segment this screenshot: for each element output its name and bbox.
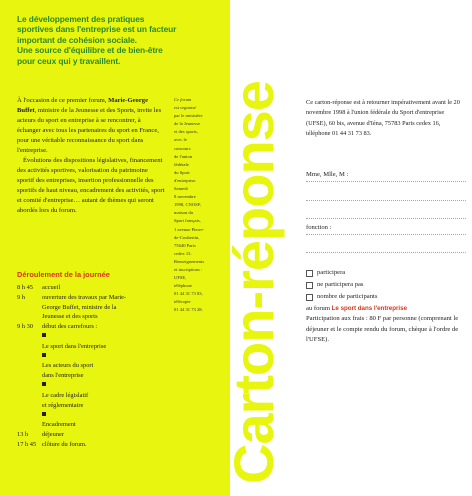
headline-line: Une source d'équilibre et de bien-être xyxy=(17,45,163,56)
program-title: Déroulement de la journée xyxy=(17,270,110,279)
workshop-text: Le cadre législatif xyxy=(42,391,89,399)
schedule-time: 17 h 45 xyxy=(17,440,37,448)
sidebar-note-line: UFSE, xyxy=(174,275,187,281)
checkbox[interactable] xyxy=(306,282,313,289)
sidebar-note-line: concours xyxy=(174,145,191,151)
forum-name: Le sport dans l'entreprise xyxy=(331,305,408,312)
headline-line: sportives dans l'entreprise est un facteur xyxy=(17,24,177,35)
intro-text-span: À l'occasion de ce premier forum, xyxy=(17,97,109,104)
sidebar-note-line: 75640 Paris xyxy=(174,242,196,248)
minister-name: Marie-George Buffet xyxy=(17,97,148,114)
sidebar-note xyxy=(174,96,226,315)
sidebar-note-line: téléphone xyxy=(174,283,192,289)
workshop-indent xyxy=(17,332,42,352)
bullet-icon xyxy=(42,353,46,357)
schedule-row xyxy=(17,293,167,322)
function-field-line[interactable] xyxy=(306,252,466,253)
sidebar-note-line: 8 novembre xyxy=(174,194,196,200)
schedule-time: 8 h 45 xyxy=(17,284,33,291)
headline-line: pour ceux qui y travaillent. xyxy=(17,55,121,66)
schedule-desc xyxy=(42,293,167,322)
sidebar-note-line: est organisé xyxy=(174,105,197,111)
workshop-continuation: dans l'entreprise xyxy=(42,372,84,380)
options xyxy=(306,267,471,346)
sidebar-note-line: fédérale xyxy=(174,161,189,167)
schedule-desc xyxy=(42,440,167,450)
sidebar-note-line: Sport français, xyxy=(174,218,201,224)
sidebar-note-line: cedex 13. xyxy=(174,250,192,256)
option-nombre-participants[interactable] xyxy=(306,291,471,303)
fees-text: Participation aux frais : 80 F par personne (comprenant le déjeuner et le compte rendu du forum, chèque à l'ordre de l'UFSE). xyxy=(306,315,459,344)
schedule-desc-line: clôture du forum. xyxy=(42,440,87,448)
schedule xyxy=(17,283,167,450)
schedule-desc xyxy=(42,283,167,293)
workshop-text: Les acteurs du sport xyxy=(42,362,94,370)
sidebar-note-line: Ce forum xyxy=(174,97,192,102)
sidebar-note-line: 01 44 31 73 83, xyxy=(174,291,203,297)
workshop-desc xyxy=(42,352,167,381)
schedule-desc-line: Jeunesse et des sports xyxy=(42,313,98,321)
sidebar-note-line: Renseignements xyxy=(174,258,205,264)
schedule-desc-line: ouverture des travaux par Marie- xyxy=(42,293,127,301)
sidebar-note-line: 1998, CNOSF, xyxy=(174,202,202,208)
workshop-title xyxy=(42,410,167,430)
option-ne-participera-pas[interactable] xyxy=(306,279,471,291)
schedule-desc-line: début des carrefours : xyxy=(42,323,98,331)
workshop-desc xyxy=(42,381,167,410)
schedule-desc xyxy=(42,322,167,332)
schedule-time: 9 h xyxy=(17,293,25,301)
function-label: fonction : xyxy=(306,224,332,231)
schedule-row xyxy=(17,440,167,450)
sidebar-note-line: de la Jeunesse xyxy=(174,121,201,127)
sidebar-note-line: par le ministère xyxy=(174,113,203,119)
vertical-title: Carton-réponse xyxy=(222,81,285,484)
sidebar-note-line: de l'union xyxy=(174,153,193,159)
headline-line: Le développement des pratiques xyxy=(17,14,145,24)
intro-text xyxy=(17,96,165,216)
sidebar-note-line: et inscriptions : xyxy=(174,266,203,272)
workshop-desc xyxy=(42,332,167,352)
sidebar-note-line: Samedi xyxy=(174,186,188,192)
schedule-desc xyxy=(42,430,167,440)
schedule-row xyxy=(17,430,167,440)
sidebar-note-line: 01 44 31 73 28. xyxy=(174,307,203,313)
workshop-item xyxy=(17,332,167,352)
schedule-row xyxy=(17,283,167,293)
option-label: ne participera pas xyxy=(317,280,364,288)
name-label: Mme, Mlle, M : xyxy=(306,171,349,178)
schedule-row xyxy=(17,322,167,332)
function-field[interactable] xyxy=(306,234,466,235)
forum-line xyxy=(306,304,471,314)
form-intro: Ce carton-réponse est à retourner impérativement avant le 20 novembre 1998 à l'union fédérale du Sport d'entreprise (UFSE), 60 bis, avenue d'Iéna, 75783 Paris cedex 16, téléphone 01 44 31 73 83. xyxy=(306,99,460,138)
checkbox[interactable] xyxy=(306,270,313,277)
workshop-text: Le sport dans l'entreprise xyxy=(42,342,107,350)
workshop-title xyxy=(42,332,167,352)
bullet-icon xyxy=(42,382,46,386)
schedule-desc-line: accueil xyxy=(42,284,61,291)
workshop-desc xyxy=(42,410,167,430)
name-field[interactable] xyxy=(306,181,466,182)
workshop-continuation: et réglementaire xyxy=(42,401,84,409)
workshop-title xyxy=(42,352,167,372)
sidebar-note-line: avec le xyxy=(174,137,187,143)
bullet-icon xyxy=(42,412,46,416)
sidebar-note-line: du Sport xyxy=(174,169,190,175)
sidebar-note-line: d'entreprise. xyxy=(174,177,197,183)
sidebar-note-line: télécopie xyxy=(174,299,191,305)
option-participera[interactable] xyxy=(306,267,471,279)
name-field-line[interactable] xyxy=(306,218,466,219)
workshop-item xyxy=(17,381,167,410)
intro-paragraph: Évolutions des dispositions législatives, financement des activités sportives, valorisation du patrimoine sportif des entreprises, insertion professionnelle des sportifs de haut niveau, encadrement des activités, sport et comité d'entreprise… autant de thèmes qui seront abordés lors du forum. xyxy=(17,157,165,214)
headline xyxy=(17,14,217,66)
headline-line: important de cohésion sociale. xyxy=(17,34,137,45)
name-field-line[interactable] xyxy=(306,200,466,201)
sidebar-note-line: 1 avenue Pierre- xyxy=(174,226,205,232)
schedule-time: 13 h xyxy=(17,430,29,438)
option-label: nombre de participants xyxy=(317,292,378,300)
sidebar-note-line: maison du xyxy=(174,210,194,216)
schedule-desc-line: George Buffet, ministre de la xyxy=(42,303,117,311)
bullet-icon xyxy=(42,333,46,337)
workshop-item xyxy=(17,352,167,381)
forum-prefix: au forum xyxy=(306,305,332,312)
workshop-indent xyxy=(17,381,42,410)
sidebar-note-line: de-Coubertin, xyxy=(174,234,200,240)
workshop-text: Encadrement xyxy=(42,421,76,429)
checkbox[interactable] xyxy=(306,294,313,301)
intro-text-span: , ministre de la Jeunesse et des Sports, invite les acteurs du sport en entreprise à se rencontrer, à échanger avec tous les partenaires du sport en France, pour une véritable reconnaissance du sport dans l'entreprise. xyxy=(17,107,162,154)
option-label: participera xyxy=(317,268,346,276)
schedule-desc-line: déjeuner xyxy=(42,430,64,438)
workshop-title xyxy=(42,381,167,401)
sidebar-note-line: et des sports, xyxy=(174,129,198,135)
workshop-indent xyxy=(17,410,42,430)
workshop-indent xyxy=(17,352,42,381)
workshop-item xyxy=(17,410,167,430)
schedule-time: 9 h 30 xyxy=(17,323,33,331)
intro-paragraph xyxy=(17,96,165,156)
